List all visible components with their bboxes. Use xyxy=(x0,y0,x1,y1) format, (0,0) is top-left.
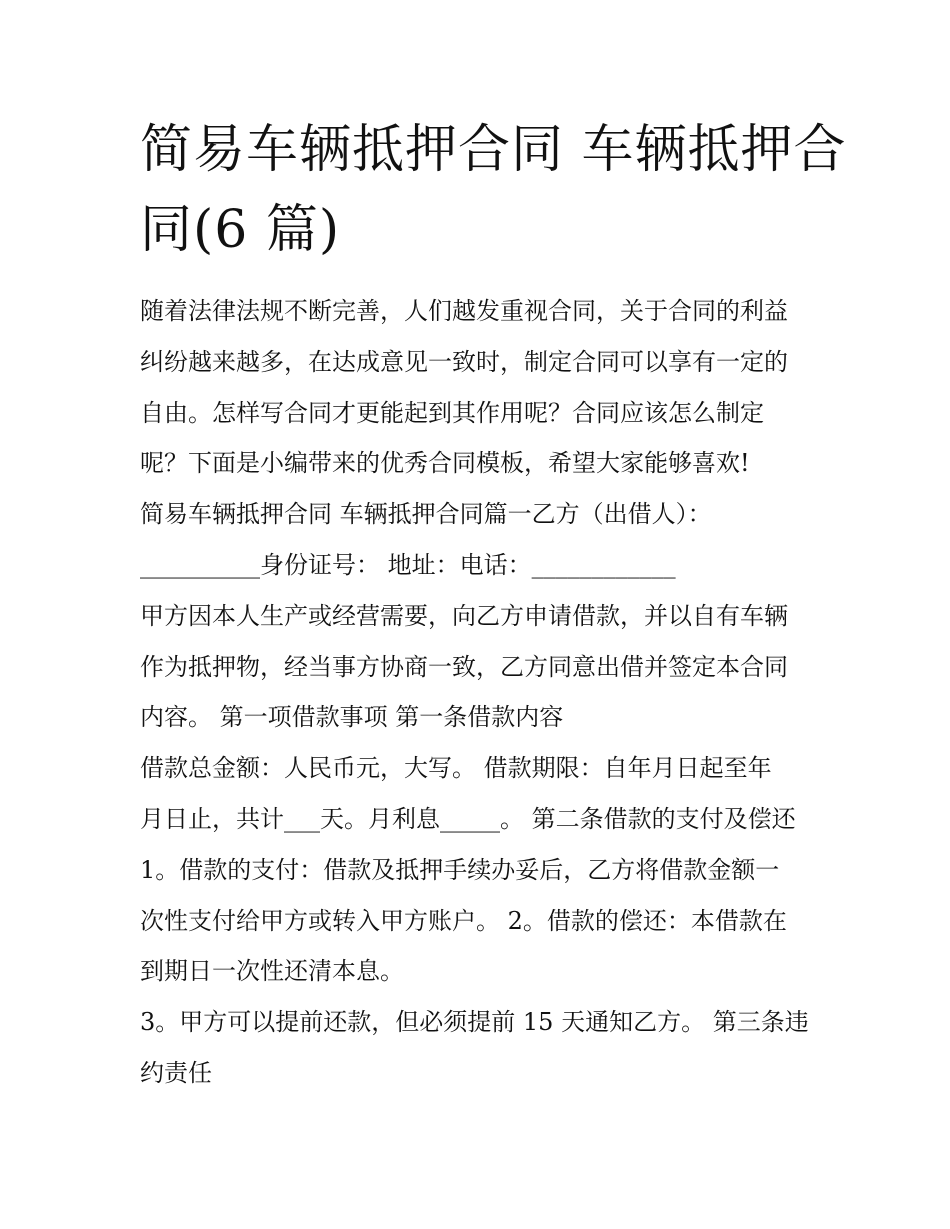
body-line-7: 甲方因本人生产或经营需要，向乙方申请借款，并以自有车辆 xyxy=(140,601,788,630)
body-line-3: 自由。怎样写合同才更能起到其作用呢？合同应该怎么制定 xyxy=(140,398,764,427)
document-body xyxy=(140,286,820,1099)
body-line-10: 借款总金额：人民币元，大写。 借款期限：自年月日起至年 xyxy=(140,754,772,783)
body-line-13: 次性支付给甲方或转入甲方账户。 2。借款的偿还：本借款在 xyxy=(140,906,787,935)
body-line-4: 呢？下面是小编带来的优秀合同模板，希望大家能够喜欢! xyxy=(140,449,750,478)
body-line-16: 约责任 xyxy=(140,1058,212,1087)
body-line-14: 到期日一次性还清本息。 xyxy=(140,957,404,986)
title-line-2: 同(6 篇) xyxy=(140,200,341,260)
title-line-1: 简易车辆抵押合同 车辆抵押合 xyxy=(140,120,847,180)
body-line-5: 简易车辆抵押合同 车辆抵押合同篇一乙方（出借人）： xyxy=(140,500,712,529)
document-title xyxy=(140,110,847,270)
body-line-11: 月日止，共计___天。月利息_____。 第二条借款的支付及偿还 xyxy=(140,804,796,833)
document-page xyxy=(140,110,847,1099)
body-line-9: 内容。 第一项借款事项 第一条借款内容 xyxy=(140,703,564,732)
body-line-2: 纠纷越来越多，在达成意见一致时，制定合同可以享有一定的 xyxy=(140,347,788,376)
body-line-15: 3。甲方可以提前还款，但必须提前 15 天通知乙方。 第三条违 xyxy=(140,1008,809,1037)
body-line-12: 1。借款的支付：借款及抵押手续办妥后，乙方将借款金额一 xyxy=(140,855,780,884)
body-line-1: 随着法律法规不断完善，人们越发重视合同，关于合同的利益 xyxy=(140,297,788,325)
body-line-6: __________身份证号： 地址：电话：____________ xyxy=(140,550,676,579)
body-line-8: 作为抵押物，经当事方协商一致，乙方同意出借并签定本合同 xyxy=(140,652,788,681)
